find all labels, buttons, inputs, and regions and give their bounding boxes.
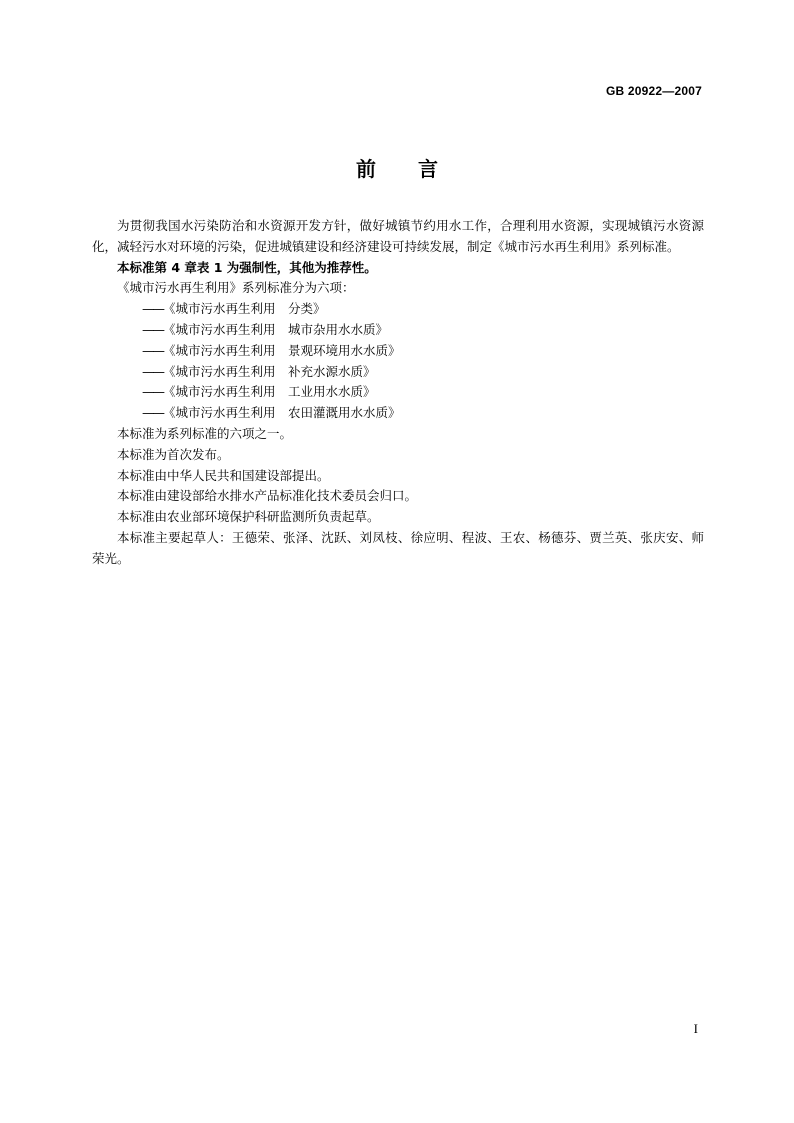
intro-paragraph: 为贯彻我国水污染防治和水资源开发方针，做好城镇节约用水工作，合理利用水资源，实现城镇污水资源化，减轻污水对环境的污染，促进城镇建设和经济建设可持续发展，制定《城市污水再生利用》系列标准。 — [92, 218, 704, 254]
dash-mark: —— — [142, 363, 163, 379]
foreword-body — [92, 216, 704, 570]
page-title — [0, 153, 794, 182]
statement-proposed-by: 本标准由中华人民共和国建设部提出。 — [117, 467, 330, 483]
standard-code: GB 20922—2007 — [606, 84, 702, 98]
series-item-3 — [92, 341, 704, 362]
dash-mark: —— — [142, 384, 163, 400]
series-item-text: 《城市污水再生利用 城市杂用水水质》 — [163, 321, 389, 337]
dash-mark: —— — [142, 405, 163, 421]
series-item-1 — [92, 299, 704, 320]
dash-mark: —— — [142, 321, 163, 337]
series-item-text: 《城市污水再生利用 补充水源水质》 — [163, 363, 376, 379]
page-title-char-1: 前 — [356, 157, 376, 181]
page-number: I — [693, 1021, 698, 1036]
series-item-4 — [92, 362, 704, 383]
series-item-2 — [92, 320, 704, 341]
page-title-char-2: 言 — [418, 157, 438, 181]
statement-first-release: 本标准为首次发布。 — [117, 446, 230, 462]
series-item-5 — [92, 382, 704, 403]
series-item-text: 《城市污水再生利用 景观环境用水水质》 — [163, 342, 401, 358]
statement-drafted-by: 本标准由农业部环境保护科研监测所负责起草。 — [117, 509, 380, 525]
statement-drafters: 本标准主要起草人：王德荣、张泽、沈跃、刘凤枝、徐应明、程波、王农、杨德芬、贾兰英、张庆安、师荣光。 — [92, 529, 704, 566]
mandatory-clause: 本标准第 4 章表 1 为强制性，其他为推荐性。 — [117, 259, 377, 275]
series-item-text: 《城市污水再生利用 分类》 — [163, 301, 326, 317]
dash-mark: —— — [142, 301, 163, 317]
series-item-6 — [92, 403, 704, 424]
statement-managed-by: 本标准由建设部给水排水产品标准化技术委员会归口。 — [117, 488, 418, 504]
dash-mark: —— — [142, 342, 163, 358]
series-item-text: 《城市污水再生利用 农田灌溉用水水质》 — [163, 405, 401, 421]
statement-one-of-six: 本标准为系列标准的六项之一。 — [117, 425, 293, 441]
series-item-text: 《城市污水再生利用 工业用水水质》 — [163, 384, 376, 400]
series-intro: 《城市污水再生利用》系列标准分为六项： — [117, 280, 355, 296]
